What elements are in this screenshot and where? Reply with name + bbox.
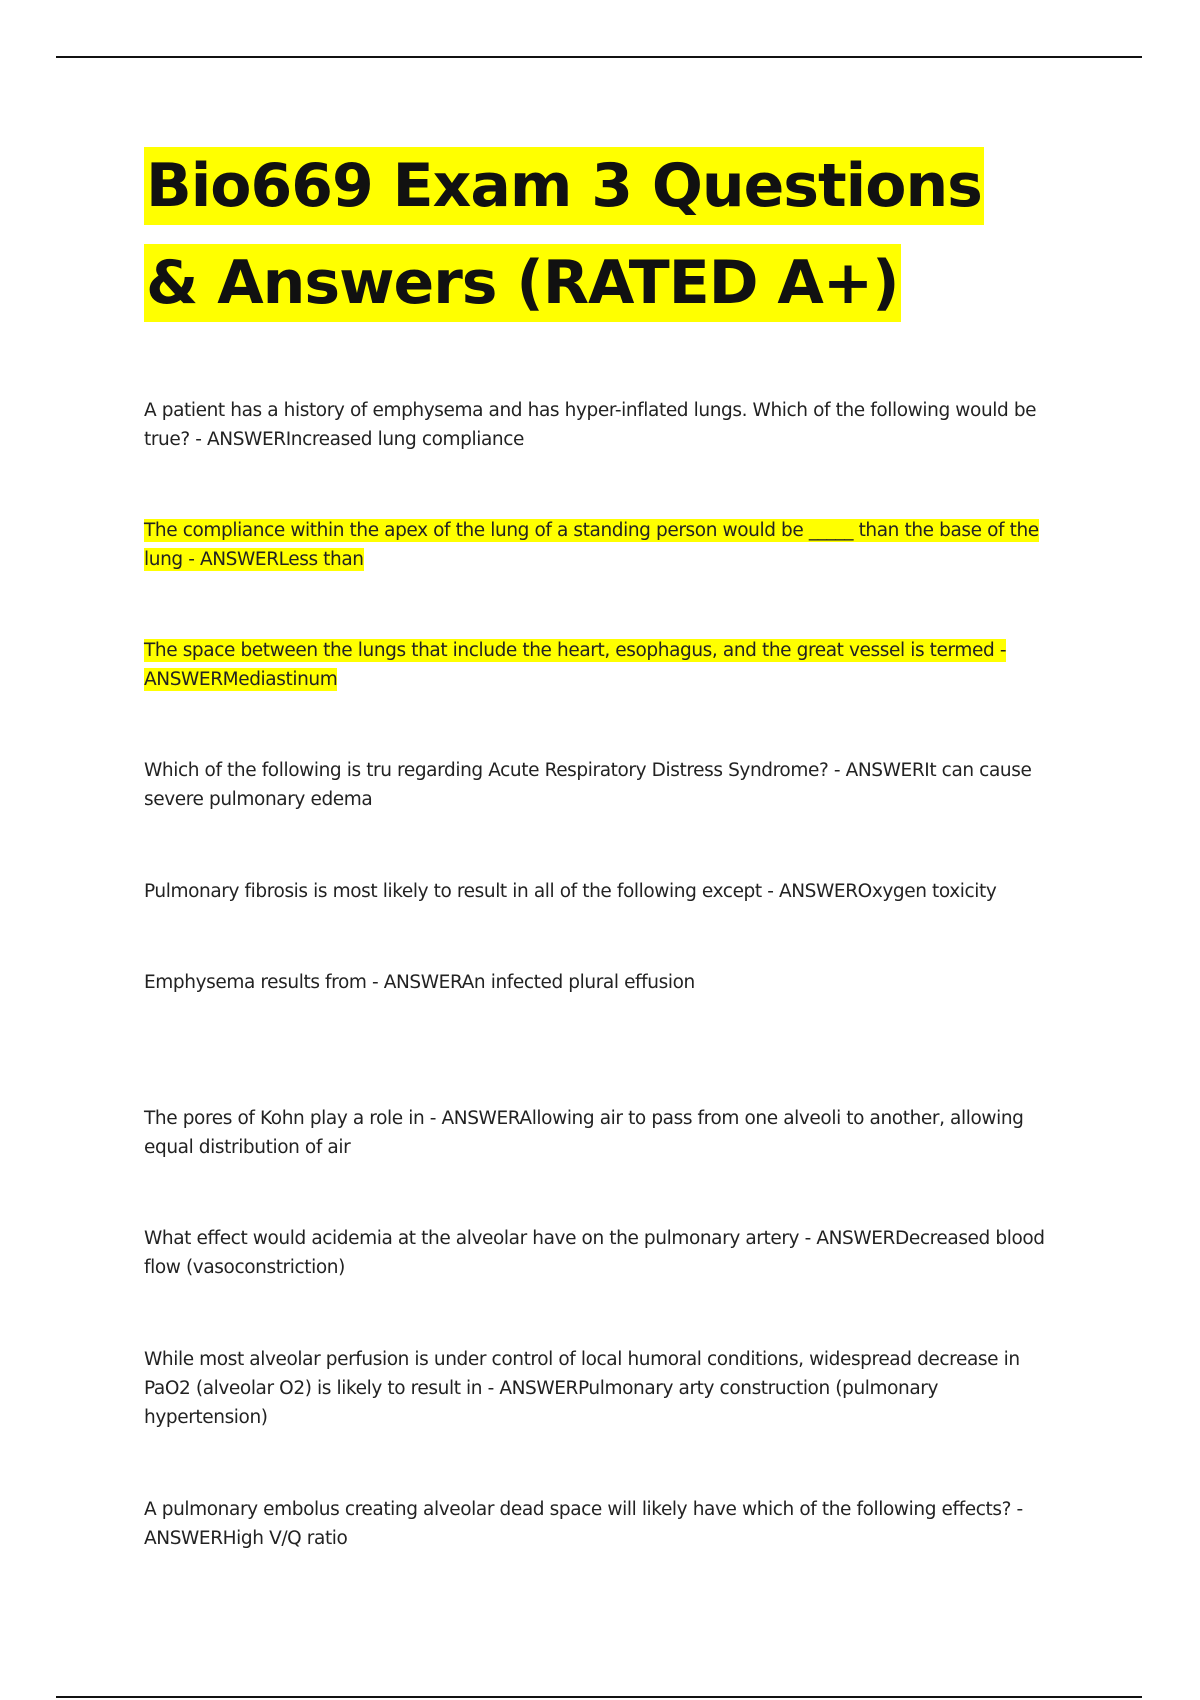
bottom-rule	[56, 1696, 1142, 1698]
qa-item-1	[144, 396, 1064, 454]
qa-item-9	[144, 1345, 1064, 1432]
qa-item-3-text: The space between the lungs that include the heart, esophagus, and the great vessel is termed - ANSWERMediastinum	[144, 640, 1007, 690]
qa-item-9-text: While most alveolar perfusion is under control of local humoral conditions, widespread decrease in PaO2 (alveolar O2) is likely to result in - ANSWERPulmonary arty construction (pulmonary hypertension)	[144, 1349, 1020, 1428]
qa-item-10	[144, 1495, 1064, 1553]
qa-item-10-text: A pulmonary embolus creating alveolar dead space will likely have which of the following effects? - ANSWERHigh V/Q ratio	[144, 1499, 1023, 1549]
qa-item-7-text: The pores of Kohn play a role in - ANSWERAllowing air to pass from one alveoli to another, allowing equal distribution of air	[144, 1108, 1024, 1158]
qa-item-6	[144, 968, 1064, 997]
top-rule	[56, 56, 1142, 58]
qa-item-4	[144, 756, 1064, 814]
qa-item-6-text: Emphysema results from - ANSWERAn infected plural effusion	[144, 972, 695, 993]
document-title-text: Bio669 Exam 3 Questions & Answers (RATED A+)	[144, 147, 984, 322]
qa-item-1-text: A patient has a history of emphysema and has hyper-inflated lungs. Which of the following would be true? - ANSWERIncreased lung compliance	[144, 400, 1037, 450]
qa-item-5	[144, 877, 1064, 906]
qa-item-3	[144, 636, 1064, 694]
qa-item-8-text: What effect would acidemia at the alveolar have on the pulmonary artery - ANSWERDecreased blood flow (vasoconstriction)	[144, 1228, 1045, 1278]
qa-item-7	[144, 1104, 1064, 1162]
qa-item-4-text: Which of the following is tru regarding Acute Respiratory Distress Syndrome? - ANSWERIt can cause severe pulmonary edema	[144, 760, 1032, 810]
document-title	[144, 138, 1044, 332]
qa-item-8	[144, 1224, 1064, 1282]
qa-item-2	[144, 516, 1064, 574]
qa-item-2-text: The compliance within the apex of the lung of a standing person would be _____ than the base of the lung - ANSWERLess than	[144, 520, 1039, 570]
qa-item-5-text: Pulmonary fibrosis is most likely to result in all of the following except - ANSWEROxygen toxicity	[144, 881, 997, 902]
